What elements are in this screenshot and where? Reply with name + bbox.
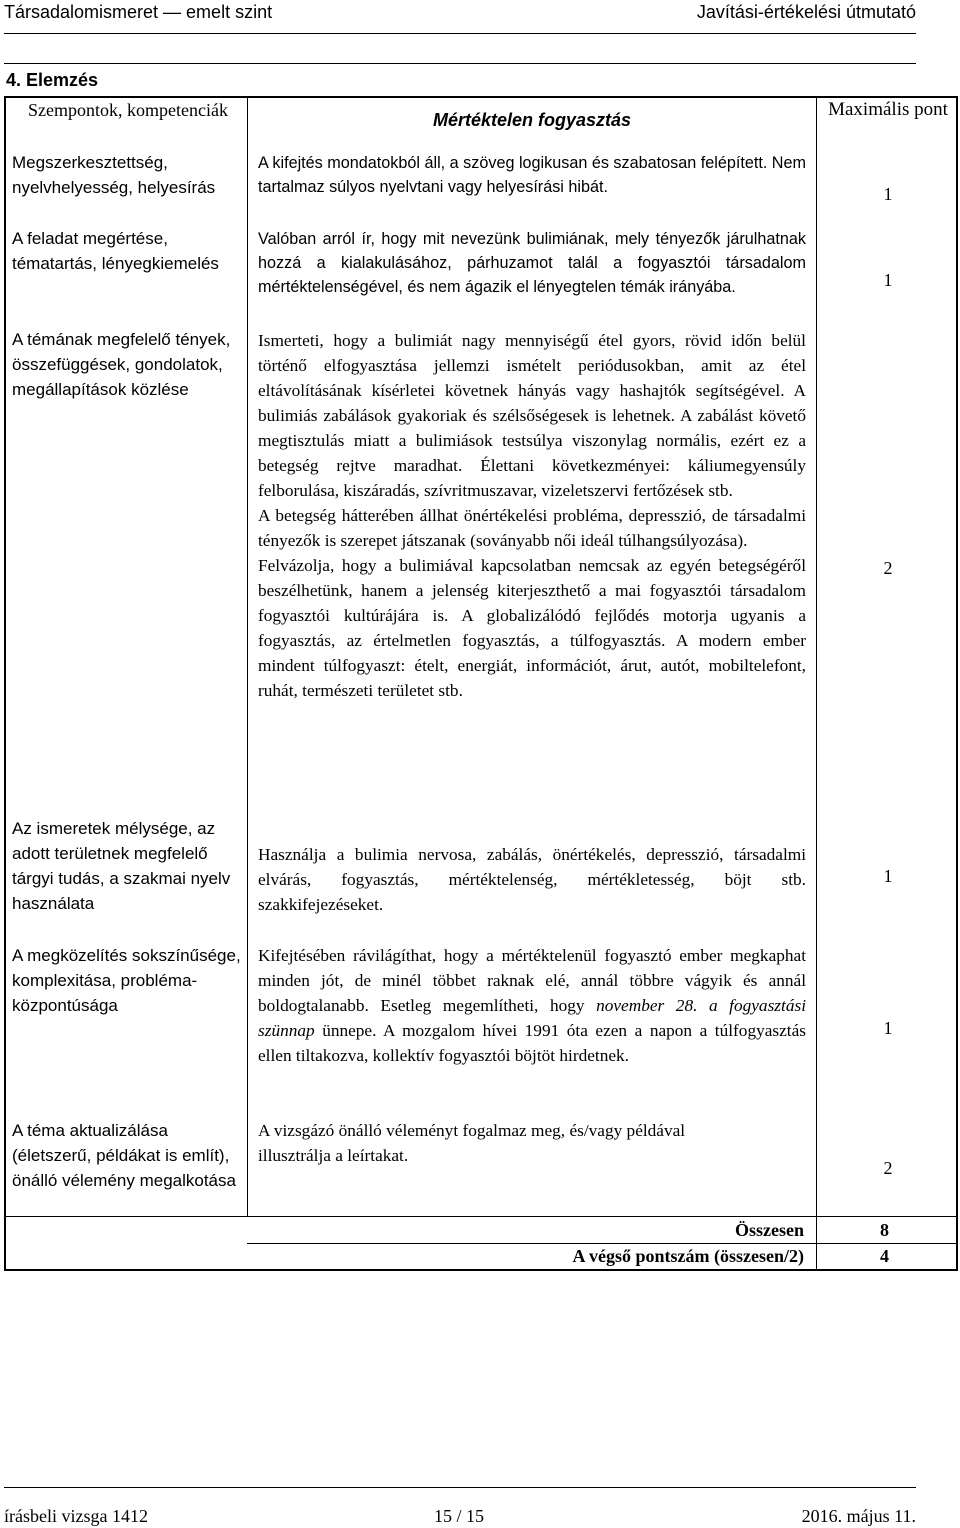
max-points: 1 bbox=[883, 270, 893, 290]
criterion-description: Valóban arról ír, hogy mit nevezünk bulimiának, mely tényezők járulhatnak hozzá a kialakulásához, párhuzamot talál a fogyasztói társadalom mértéktelenségével, és nem ágazik el lényegtelen témák irányába. bbox=[258, 230, 806, 296]
criterion-text: Az ismeretek mélysége, az adott területnek megfelelő tárgyi tudás, a szakmai nyelv használata bbox=[12, 819, 231, 913]
section-title: 4. Elemzés bbox=[6, 70, 99, 90]
criterion-description bbox=[258, 943, 806, 1068]
description-text: ünnepe. A mozgalom hívei 1991 óta ezen a napon a túlfogyasztás ellen tiltakozva, kollektív fogyasztói böjtöt hirdetnek. bbox=[258, 1021, 806, 1065]
footer-page-number: 15 / 15 bbox=[434, 1506, 485, 1526]
footer-exam-code: írásbeli vizsga 1412 bbox=[4, 1506, 148, 1526]
description-paragraph: Ismerteti, hogy a bulimiát nagy mennyiségű étel gyors, rövid időn belül történő elfogyasztása jellemzi ismételt periódusokban, amit az étel eltávolításának kísérletei követnek hányás vagy hashajtók segítségével. A bulimiás zabálások gyakoriak és szélsőségesek is lehetnek. A zabálást követő megtisztulás miatt a bulimiások testsúlya viszonylag normális, ezért ez a betegség rejtve maradhat. Élettani következményei: káliumegyensúly felborulása, kiszáradás, szívritmuszavar, vizeletszervi fertőzések stb. bbox=[258, 331, 806, 500]
description-italic-text: november 28. a fogyasztási szünnap bbox=[258, 996, 806, 1040]
max-points: 1 bbox=[883, 1018, 893, 1038]
description-text: Kifejtésében rávilágíthat, hogy a mértéktelenül fogyasztó ember megkaphat minden jót, de minél többet raknak elé, annál többre vágyik és annál boldogtalanabb. Esetleg megemlítheti, hogy bbox=[258, 946, 806, 1015]
criteria-column-header: Szempontok, kompetenciák bbox=[28, 100, 228, 120]
max-points: 2 bbox=[883, 558, 893, 578]
total-value: 8 bbox=[880, 1220, 889, 1240]
criterion-description bbox=[258, 328, 806, 703]
max-points-column-header: Maximális pont bbox=[828, 99, 948, 120]
criterion-text: A megközelítés sokszínűsége, komplexitása, probléma-központúsága bbox=[12, 946, 241, 1015]
header-right-text: Javítási-értékelési útmutató bbox=[696, 2, 916, 22]
footer-rule bbox=[4, 1487, 916, 1488]
criterion-text: A téma aktualizálása (életszerű, példákat is említ), önálló vélemény megalkotása bbox=[12, 1121, 236, 1190]
topic-column-header: Mértéktelen fogyasztás bbox=[432, 110, 632, 130]
final-score-label: A végső pontszám (összesen/2) bbox=[572, 1246, 804, 1266]
description-paragraph: Felvázolja, hogy a bulimiával kapcsolatban nemcsak az egyén betegségéről beszélhetünk, hanem a jelenség kiterjeszthető a mai fogyasztói társadalom fogyasztói kultúrájára is. A globalizálódó fejlődés motorja ugyanis a fogyasztás, az értelmetlen fogyasztás, a túlfogyasztás. A modern ember mindent túlfogyaszt: ételt, energiát, információt, árut, autót, mobiltelefont, ruhát, természeti területet stb. bbox=[258, 556, 806, 700]
header-rule bbox=[4, 33, 916, 34]
max-points: 1 bbox=[883, 866, 893, 886]
column-divider-2 bbox=[816, 96, 817, 1271]
page-header bbox=[0, 0, 960, 34]
criterion-description: Használja a bulimia nervosa, zabálás, önértékelés, depresszió, társadalmi elvárás, fogyasztás, mértéktelenség, mértékletesség, böjt stb. szakkifejezéseket. bbox=[258, 845, 806, 914]
description-paragraph: A betegség hátterében állhat önértékelési probléma, depresszió, de társadalmi tényezők is szerepet játszanak (soványabb női ideál túlhangsúlyozása). bbox=[258, 506, 806, 550]
criterion-description: A vizsgázó önálló véleményt fogalmaz meg, és/vagy példával illusztrálja a leírtakat. bbox=[258, 1121, 686, 1165]
header-rule-2 bbox=[4, 63, 916, 64]
criterion-text: Megszerkesztettség, nyelvhelyesség, helyesírás bbox=[12, 153, 216, 197]
criterion-text: A témának megfelelő tények, összefüggések, gondolatok, megállapítások közlése bbox=[12, 330, 231, 399]
total-label: Összesen bbox=[735, 1220, 804, 1240]
max-points: 1 bbox=[883, 184, 893, 204]
max-points: 2 bbox=[883, 1158, 893, 1178]
final-score-value: 4 bbox=[880, 1246, 889, 1266]
footer-date: 2016. május 11. bbox=[801, 1506, 916, 1526]
criterion-description: A kifejtés mondatokból áll, a szöveg logikusan és szabatosan felépített. Nem tartalmaz súlyos nyelvtani vagy helyesírási hibát. bbox=[258, 154, 806, 196]
column-divider-1 bbox=[247, 96, 248, 1216]
criterion-text: A feladat megértése, tématartás, lényegkiemelés bbox=[12, 229, 219, 273]
row-divider-total bbox=[4, 1216, 958, 1217]
row-divider-final bbox=[247, 1243, 958, 1244]
header-left-text: Társadalomismeret — emelt szint bbox=[4, 2, 273, 22]
